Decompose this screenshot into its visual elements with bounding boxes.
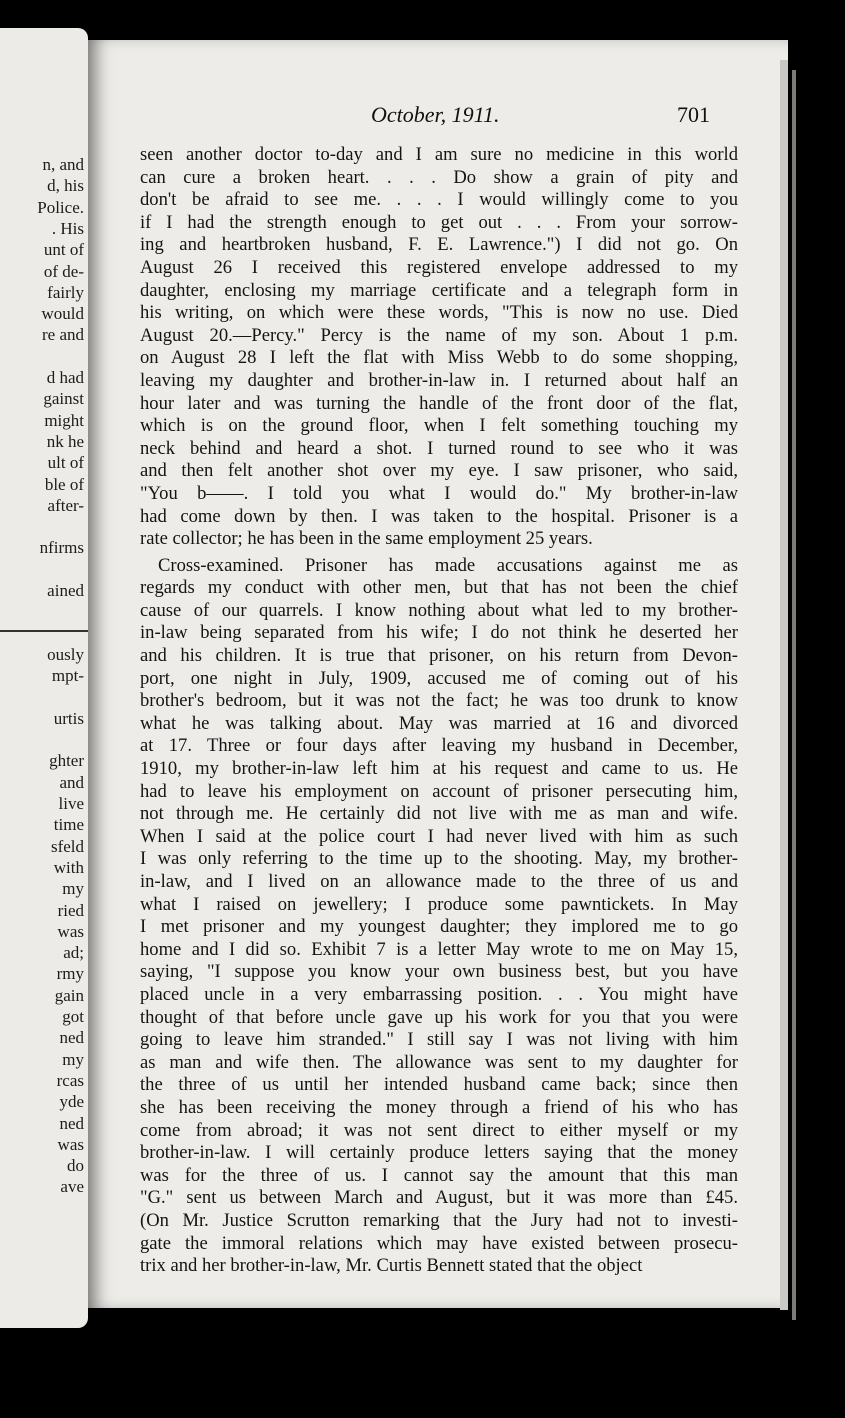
text-line: (On Mr. Justice Scrutton remarking that the Jury had not to investi- <box>140 1209 738 1231</box>
left-page-line: might <box>44 410 84 430</box>
left-page-line: gain <box>54 985 84 1005</box>
left-page-line: ble of <box>44 474 84 494</box>
left-page-line: got <box>62 1007 84 1026</box>
left-page-line: ult of <box>47 453 84 473</box>
text-line: seen another doctor to-day and I am sure no medicine in this world <box>140 144 738 165</box>
text-line: she has been receiving the money through a friend of his who has <box>140 1096 738 1118</box>
text-line: "G." sent us between March and August, but it was more than £45. <box>140 1187 738 1209</box>
text-line: at 17. Three or four days after leaving my husband in December, <box>140 735 738 757</box>
left-page-line: was <box>57 1134 84 1154</box>
text-line: neck behind and heard a shot. I turned round to see who it was <box>140 437 738 459</box>
text-line: the three of us until her intended husband came back; since then <box>140 1074 738 1096</box>
left-page-line: n, and <box>42 155 84 174</box>
left-page-line: sfeld <box>50 836 84 856</box>
running-title: October, 1911. <box>371 102 500 127</box>
text-line: brother's bedroom, but it was not the fact; he was too drunk to know <box>140 690 738 712</box>
text-line: "You b——. I told you what I would do." My brother-in-law <box>140 482 738 504</box>
text-line: in-law, and I lived on an allowance made to the three of us and <box>140 871 738 892</box>
left-page-line: would <box>41 304 84 324</box>
left-page-line: rcas <box>56 1070 84 1090</box>
text-line: gate the immoral relations which may have existed between prosecu- <box>140 1232 738 1254</box>
text-line: and his children. It is true that prisoner, on his return from Devon- <box>140 645 738 667</box>
left-page-line: nfirms <box>39 538 84 558</box>
left-page-line: mpt- <box>51 666 84 686</box>
text-line: going to leave him stranded." I still say I was not living with him <box>140 1029 738 1051</box>
text-line: which is on the ground floor, when I felt something touching my <box>140 415 738 437</box>
text-line: daughter, enclosing my marriage certificate and a telegraph form in <box>140 279 738 301</box>
left-page-line: Police. <box>37 197 84 217</box>
text-line: trix and her brother-in-law, Mr. Curtis Bennett stated that the object <box>140 1255 643 1277</box>
text-line: had to leave his employment on account of prisoner persecuting him, <box>140 780 738 802</box>
left-page-line: ave <box>60 1177 84 1197</box>
text-line: brother-in-law. I will certainly produce letters saying that the money <box>140 1142 738 1164</box>
text-line: what I raised on jewellery; I produce some pawntickets. In May <box>140 893 738 915</box>
text-line: come from abroad; it was not sent direct to either myself or my <box>140 1119 738 1141</box>
text-line: if I had the strength enough to get out . . . From your sorrow- <box>140 211 738 233</box>
text-line: leaving my daughter and brother-in-law in. I returned about half an <box>140 369 738 391</box>
left-page-line: was <box>57 921 84 941</box>
left-page-line: do <box>67 1156 84 1176</box>
page-header <box>371 102 710 130</box>
text-line: August 26 I received this registered envelope addressed to my <box>140 256 738 278</box>
left-page-line: d, his <box>47 176 84 196</box>
left-page-line: nk he <box>46 431 84 451</box>
text-line: can cure a broken heart. . . . Do show a grain of pity and <box>140 166 738 188</box>
text-line: saying, "I suppose you know your own business best, but you have <box>140 961 738 983</box>
text-line: had come down by then. I was taken to the hospital. Prisoner is a <box>140 505 738 527</box>
left-page-line: live <box>58 794 84 813</box>
left-page-line: unt of <box>43 240 84 260</box>
text-line: on August 28 I left the flat with Miss Webb to do some shopping, <box>140 347 738 369</box>
text-line: cause of our quarrels. I know nothing about what led to my brother- <box>140 599 738 621</box>
left-page-line: fairly <box>47 282 84 302</box>
left-page-line: ghter <box>49 751 84 771</box>
text-line: thought of that before uncle gave up his work for you that you were <box>140 1006 738 1028</box>
left-page-line: after- <box>47 495 84 515</box>
left-page-line: . His <box>51 218 84 238</box>
left-page-line: ned <box>59 1028 84 1048</box>
left-page-line: ained <box>47 581 84 600</box>
page-content <box>88 40 788 1308</box>
text-line: regards my conduct with other men, but that has not been the chief <box>140 577 738 599</box>
left-page-line: yde <box>59 1092 84 1112</box>
text-line: placed uncle in a very embarrassing position. . . You might have <box>140 983 738 1005</box>
text-line: I was only referring to the time up to the shooting. May, my brother- <box>140 848 738 870</box>
text-line: and then felt another shot over my eye. I saw prisoner, who said, <box>140 460 738 482</box>
page-number: 701 <box>677 102 710 127</box>
left-page-line: my <box>62 879 84 899</box>
left-page-line: d had <box>46 368 84 387</box>
text-line: 1910, my brother-in-law left him at his request and came to us. He <box>140 758 738 780</box>
text-line: don't be afraid to see me. . . . I would willingly come to you <box>140 189 738 211</box>
text-line: hour later and was turning the handle of the front door of the flat, <box>140 392 738 414</box>
page-edge <box>792 70 796 1320</box>
text-line: was for the three of us. I cannot say the amount that this man <box>140 1164 738 1186</box>
text-line: as man and wife then. The allowance was sent to my daughter for <box>140 1051 738 1073</box>
left-page-line: ried <box>57 900 84 920</box>
text-line: I met prisoner and my youngest daughter; they implored me to go <box>140 916 738 938</box>
text-line: home and I did so. Exhibit 7 is a letter May wrote to me on May 15, <box>140 938 738 960</box>
text-line: what he was talking about. May was married at 16 and divorced <box>140 712 738 734</box>
left-page-line: rmy <box>56 964 84 984</box>
left-page-line: my <box>62 1049 84 1069</box>
text-line: in-law being separated from his wife; I do not think he deserted her <box>140 622 738 644</box>
text-line: his writing, on which were these words, "This is now no use. Died <box>140 302 738 324</box>
left-page-line: gainst <box>43 389 84 409</box>
text-line: ing and heartbroken husband, F. E. Lawrence.") I did not go. On <box>140 234 738 256</box>
left-page-line: ned <box>59 1113 84 1133</box>
left-page-line: ad; <box>63 943 84 963</box>
text-line: rate collector; he has been in the same employment 25 years. <box>140 528 593 550</box>
text-line: August 20.—Percy." Percy is the name of my son. About 1 p.m. <box>140 324 738 346</box>
body-text <box>140 144 738 1278</box>
left-page-line: ously <box>47 644 84 664</box>
text-line: Cross-examined. Prisoner has made accusations against me as <box>158 554 738 576</box>
left-page-rule <box>0 630 88 632</box>
left-page-line: urtis <box>53 708 84 728</box>
text-line: When I said at the police court I had never lived with him as such <box>140 825 738 847</box>
left-page-line: time <box>53 815 84 835</box>
left-page-sliver <box>0 28 88 1328</box>
paragraph <box>140 144 738 551</box>
left-page-line: and <box>59 772 84 792</box>
left-page-line: with <box>53 857 84 877</box>
left-page-line: of de- <box>43 261 84 281</box>
text-line: port, one night in July, 1909, accused me of coming out of his <box>140 667 738 689</box>
paragraph <box>140 555 738 1278</box>
text-line: not through me. He certainly did not live with me as man and wife. <box>140 803 738 825</box>
left-page-line: re and <box>41 325 84 345</box>
